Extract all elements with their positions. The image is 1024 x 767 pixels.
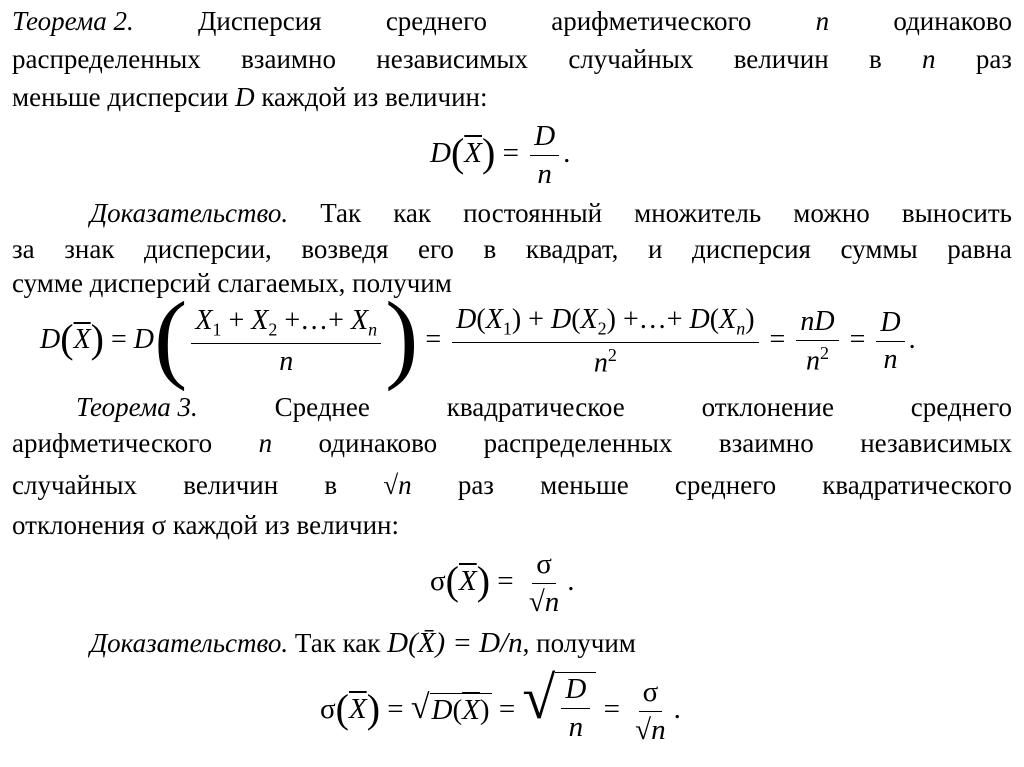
- word: квадрат,: [525, 234, 619, 264]
- numerator: σ: [532, 548, 556, 584]
- theorem2-line2: [12, 42, 1012, 76]
- formula-variance-mean: $D(\overline{X})$ = $\frac{D}{n}$ .: [430, 120, 571, 190]
- word: взаимно: [241, 44, 336, 74]
- word: случайных: [568, 44, 694, 74]
- word: Среднее: [274, 392, 370, 422]
- word: раз: [457, 470, 494, 500]
- word: его: [418, 234, 454, 264]
- sqrt-n: √n: [383, 470, 412, 500]
- word: одинаково: [893, 6, 1012, 36]
- word: отклонение: [701, 392, 834, 422]
- denominator: n: [537, 158, 552, 190]
- word: распределенных: [483, 428, 673, 458]
- proof1-line3: сумме дисперсий слагаемых, получим: [12, 268, 452, 298]
- word: независимых: [860, 428, 1012, 458]
- text: , получим: [522, 628, 636, 658]
- fraction: [525, 548, 563, 619]
- word: среднего: [674, 470, 777, 500]
- proof-label: Доказательство.: [90, 198, 289, 228]
- word: величин: [183, 470, 279, 500]
- word: Так: [320, 198, 362, 228]
- word: одинаково: [318, 428, 438, 458]
- word: случайных: [12, 470, 138, 500]
- theorem2-line1: [12, 4, 1012, 38]
- word: знак: [64, 234, 115, 264]
- fraction: $\frac{D(X_1) + D(X_2) +\dots+ D(X_n)}{n^2}$: [452, 304, 758, 379]
- fraction: $\frac{\sigma}{√n}$: [635, 675, 666, 746]
- word: величин: [733, 44, 829, 74]
- word: n: [922, 44, 936, 74]
- word: дисперсия: [692, 234, 811, 264]
- theorem3-line2: [12, 426, 1012, 460]
- word: дисперсии,: [144, 234, 272, 264]
- word: квадратическое: [446, 392, 625, 422]
- denominator: √n: [528, 586, 560, 618]
- fraction: $\frac{D}{n}$: [561, 673, 590, 744]
- theorem2-label: Теорема 2.: [12, 6, 134, 36]
- word: квадратического: [822, 470, 1012, 500]
- word: в: [868, 44, 882, 74]
- theorem2-line3: [12, 80, 487, 114]
- word: выносить: [901, 198, 1012, 228]
- word: можно: [793, 198, 870, 228]
- text: меньше дисперсии: [12, 82, 236, 112]
- word: как: [393, 198, 432, 228]
- var: D: [235, 82, 255, 112]
- theorem3-line3: [12, 468, 1012, 502]
- word: арифметического: [551, 6, 752, 36]
- word: Дисперсия: [197, 6, 322, 36]
- fraction: [530, 120, 559, 191]
- proof1-line1: [90, 196, 1012, 230]
- word: в: [324, 470, 338, 500]
- word: n: [258, 428, 273, 458]
- theorem3-line4: отклонения σ каждой из величин:: [12, 510, 399, 540]
- formula-std-mean: $\sigma(\overline{X})$ = $\frac{\sigma}{√n}$ .: [430, 548, 575, 618]
- formula-variance-sum: $D(\overline{X}) = D$( $\frac{X_1 + X_2 +\dots+ X_n}{n}$ ) = $\frac{D(X_1) + D(X_2) +\dots+ D(X_n)}{n^2}$ = $\frac{nD}{n^2}$ = $\frac{D}{n}$ .: [40, 280, 916, 392]
- text: Так как: [288, 628, 388, 658]
- proof-label: Доказательство.: [90, 628, 289, 658]
- word: среднего: [385, 6, 488, 36]
- theorem3-label: Теорема 3.: [76, 392, 198, 422]
- text: каждой из величин:: [254, 82, 488, 112]
- numerator: D: [530, 120, 559, 156]
- fraction: $\frac{D}{n}$: [876, 307, 904, 376]
- word: среднего: [910, 392, 1012, 422]
- word: множитель: [634, 198, 762, 228]
- word: раз: [975, 44, 1012, 74]
- fraction: $\frac{nD}{n^2}$: [796, 306, 838, 377]
- word: постоянный: [463, 198, 603, 228]
- fraction: $\frac{X_1 + X_2 +\dots+ X_n}{n}$: [191, 305, 381, 378]
- formula-std-derivation: $\sigma(\overline{X})$ = √ $D(\overline{X})$ = √ $\frac{D}{n}$ = $\frac{\sigma}{√n}$ .: [320, 665, 681, 746]
- word: распределенных: [12, 44, 201, 74]
- word: и: [647, 234, 663, 264]
- word: в: [483, 234, 497, 264]
- inline-formula: D(X̄) = D/n: [387, 627, 523, 659]
- proof1-line2: [12, 232, 1012, 266]
- word: арифметического: [12, 428, 213, 458]
- word: возведя: [301, 234, 389, 264]
- word: меньше: [540, 470, 629, 500]
- word: независимых: [376, 44, 529, 74]
- word: взаимно: [718, 428, 814, 458]
- word: n: [815, 6, 830, 36]
- word: суммы: [840, 234, 918, 264]
- word: за: [12, 234, 35, 264]
- theorem3-line1: [76, 390, 1012, 424]
- proof2-line: [90, 626, 636, 660]
- word: равна: [947, 234, 1012, 264]
